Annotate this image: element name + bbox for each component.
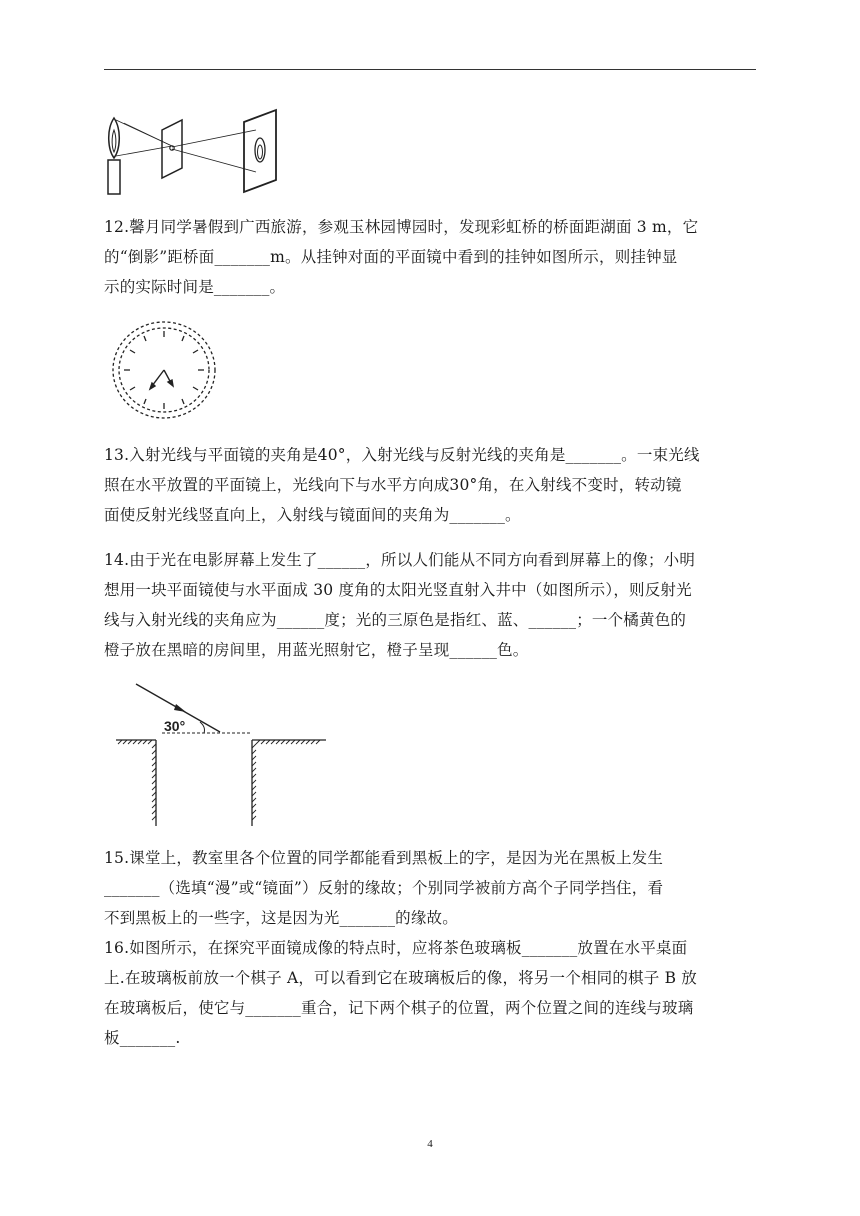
question-13-line-2: 照在水平放置的平面镜上，光线向下与水平方向成30°角，在入射线不变时，转动镜: [104, 476, 682, 494]
question-16-line-3: 在玻璃板后，使它与_______重合，记下两个棋子的位置，两个位置之间的连线与玻璃: [104, 999, 694, 1017]
question-16-line-4: 板_______.: [104, 1029, 181, 1047]
question-14-line-3: 线与入射光线的夹角应为______度；光的三原色是指红、蓝、______；一个橘黄色的: [104, 611, 687, 629]
question-12-line-1: 12.馨月同学暑假到广西旅游，参观玉林园博园时，发现彩虹桥的桥面距湖面 3 m，它: [104, 218, 699, 236]
question-14-line-1: 14.由于光在电影屏幕上发生了______，所以人们能从不同方向看到屏幕上的像；小明: [104, 551, 696, 569]
question-12-line-3: 示的实际时间是_______。: [104, 278, 286, 296]
question-13-line-1: 13.入射光线与平面镜的夹角是40°，入射光线与反射光线的夹角是_______。一束光线: [104, 446, 700, 464]
question-12: [104, 212, 758, 302]
angle-30-label: 30°: [164, 718, 186, 734]
question-15-line-3: 不到黑板上的一些字，这是因为光_______的缘故。: [104, 909, 458, 927]
pinhole-camera-figure: [104, 108, 284, 196]
question-14: [104, 545, 758, 665]
question-13-line-3: 面使反射光线竖直向上，入射线与镜面间的夹角为_______。: [104, 506, 521, 524]
question-15-line-1: 15.课堂上，教室里各个位置的同学都能看到黑板上的字，是因为光在黑板上发生: [104, 849, 664, 867]
mirror-clock-figure: [108, 318, 220, 422]
page-number: 4: [427, 1138, 433, 1150]
question-12-line-2: 的“倒影”距桥面_______m。从挂钟对面的平面镜中看到的挂钟如图所示，则挂钟显: [104, 248, 678, 266]
question-15-line-2: _______（选填“漫”或“镜面”）反射的缘故；个别同学被前方高个子同学挡住，看: [104, 879, 664, 897]
question-13: [104, 440, 758, 530]
well-sunlight-figure: [114, 676, 330, 828]
question-16: [104, 933, 758, 1053]
question-16-line-2: 上.在玻璃板前放一个棋子 A，可以看到它在玻璃板后的像，将另一个相同的棋子 B 放: [104, 969, 697, 987]
header-rule: [104, 69, 756, 70]
question-14-line-4: 橙子放在黑暗的房间里，用蓝光照射它，橙子呈现______色。: [104, 641, 529, 659]
question-14-line-2: 想用一块平面镜使与水平面成 30 度角的太阳光竖直射入井中（如图所示），则反射光: [104, 581, 692, 599]
question-16-line-1: 16.如图所示，在探究平面镜成像的特点时，应将茶色玻璃板_______放置在水平桌面: [104, 939, 688, 957]
question-15: [104, 843, 758, 933]
